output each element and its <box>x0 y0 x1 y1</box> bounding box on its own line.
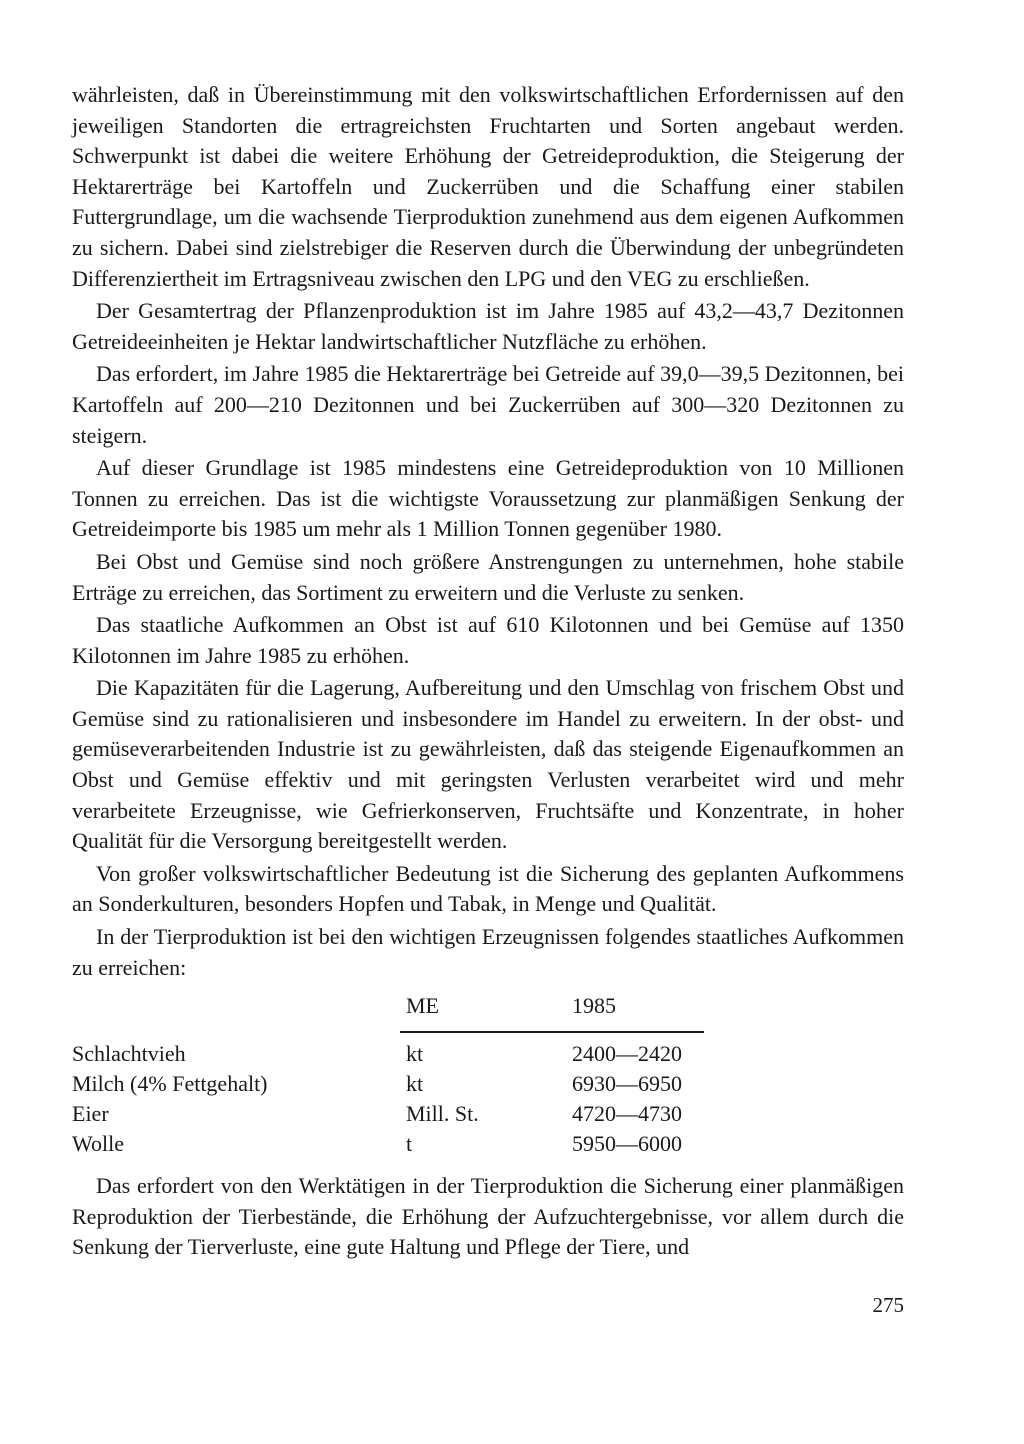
table-cell-unit: Mill. St. <box>406 1101 479 1127</box>
table-cell-name: Wolle <box>72 1131 124 1157</box>
paragraph-total-yield: Der Gesamtertrag der Pflanzenproduktion ist im Jahre 1985 auf 43,2—43,7 Dezitonnen Getreideeinheiten je Hektar landwirtschaftlicher Nutzfläche zu erhöhen. <box>72 298 904 354</box>
page-number: 275 <box>872 1293 904 1317</box>
table-header-year: 1985 <box>572 993 616 1019</box>
paragraph-fruit-vegetables: Bei Obst und Gemüse sind noch größere Anstrengungen zu unternehmen, hohe stabile Erträge zu erreichen, das Sortiment zu erweitern und die Verluste zu senken. <box>72 548 904 605</box>
table-header-rule <box>400 1031 704 1033</box>
table-cell-unit: t <box>406 1131 413 1157</box>
table-cell-name: Milch (4% Fettgehalt) <box>72 1071 268 1097</box>
page-content <box>72 80 904 1263</box>
production-table <box>72 985 904 1163</box>
table-cell-value: 2400—2420 <box>572 1041 682 1067</box>
paragraph-grain-target: Auf dieser Grundlage ist 1985 mindestens eine Getreideproduktion von 10 Millionen Tonnen zu erreichen. Das ist die wichtigste Voraussetzung zur planmäßigen Senkung der Getreideimporte bis 1985 um mehr als 1 Million Tonnen gegenüber 1980. <box>72 455 904 542</box>
table-cell-value: 4720—4730 <box>572 1101 682 1127</box>
paragraph-capacities: Die Kapazitäten für die Lagerung, Aufbereitung und den Umschlag von frischem Obst und Gemüse sind zu rationalisieren und insbesondere im Handel zu erweitern. In der obst- und gemüseverarbeitenden Industrie ist zu gewährleisten, daß das steigende Eigenaufkommen an Obst und Gemüse effektiv und mit geringsten Verlusten verarbeitet wird und mehr verarbeitete Erzeugnisse, wie Gefrierkonserven, Fruchtsäfte und Konzentrate, in hoher Qualität für die Versorgung bereitgestellt werden. <box>72 675 904 854</box>
table-row <box>72 1101 904 1131</box>
paragraph-special-crops: Von großer volkswirtschaftlicher Bedeutung ist die Sicherung des geplanten Aufkommens an Sonderkulturen, besonders Hopfen und Tabak, in Menge und Qualität. <box>72 860 904 917</box>
paragraph-closing: Das erfordert von den Werktätigen in der Tierproduktion die Sicherung einer planmäßigen Reproduktion der Tierbestände, die Erhöhung der Aufzuchtergebnisse, vor allem durch die Senkung der Tierverluste, eine gute Haltung und Pflege der Tiere, und <box>72 1173 904 1260</box>
table-cell-unit: kt <box>406 1041 424 1067</box>
paragraph-state-supply: Das staatliche Aufkommen an Obst ist auf 610 Kilotonnen und bei Gemüse auf 1350 Kilotonnen im Jahre 1985 zu erhöhen. <box>72 612 904 668</box>
table-header-unit: ME <box>406 993 439 1019</box>
paragraph-cereal-production: währleisten, daß in Übereinstimmung mit den volkswirtschaftlichen Erfordernissen auf den jeweiligen Standorten die ertragreichsten Fruchtarten und Sorten angebaut werden. Schwerpunkt ist dabei die weitere Erhöhung der Getreideproduktion, die Steigerung der Hektarerträge bei Kartoffeln und Zuckerrüben und die Schaffung einer stabilen Futtergrundlage, um die wachsende Tierproduktion zunehmend aus dem eigenen Aufkommen zu sichern. Dabei sind zielstrebiger die Reserven durch die Überwindung der unbegründeten Differenziertheit im Ertragsniveau zwischen den LPG und den VEG zu erschließen. <box>72 82 904 291</box>
table-cell-unit: kt <box>406 1071 424 1097</box>
table-row <box>72 1071 904 1101</box>
paragraph-animal-production: In der Tierproduktion ist bei den wichtigen Erzeugnissen folgendes staatliches Aufkommen zu erreichen: <box>72 924 904 980</box>
table-row <box>72 1131 904 1161</box>
table-cell-value: 5950—6000 <box>572 1131 682 1157</box>
paragraph-hectare-yields: Das erfordert, im Jahre 1985 die Hektarerträge bei Getreide auf 39,0—39,5 Dezitonnen, bei Kartoffeln auf 200—210 Dezitonnen und bei Zuckerrüben auf 300—320 Dezitonnen zu steigern. <box>72 361 904 448</box>
table-cell-name: Eier <box>72 1101 109 1127</box>
table-cell-name: Schlachtvieh <box>72 1041 186 1067</box>
table-row <box>72 1041 904 1071</box>
table-cell-value: 6930—6950 <box>572 1071 682 1097</box>
